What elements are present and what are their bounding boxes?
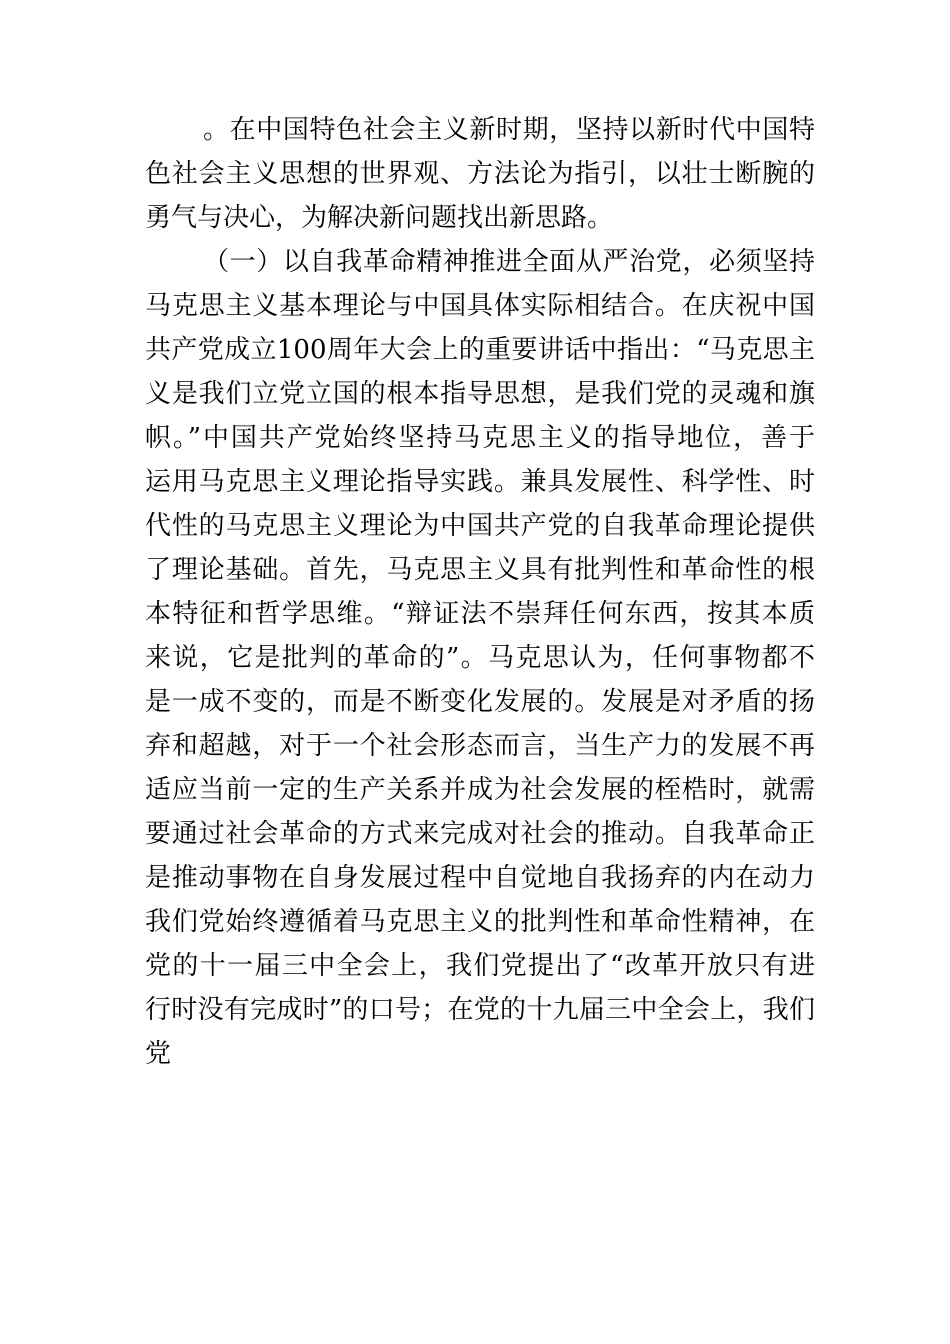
text-line: 本特征和哲学思维。“辩证法不崇拜任何东西，按其本质 bbox=[145, 599, 815, 629]
text-line: （一）以自我革命精神推进全面从严治党，必须坚持 bbox=[203, 247, 815, 277]
text-line: 是推动事物在自身发展过程中自觉地自我扬弃的内在动力 bbox=[145, 863, 815, 893]
text-line: 代性的马克思主义理论为中国共产党的自我革命理论提供 bbox=[145, 511, 815, 541]
paragraph bbox=[145, 240, 815, 1076]
paragraph bbox=[145, 108, 815, 240]
text-line: 要通过社会革命的方式来完成对社会的推动。自我革命正 bbox=[145, 819, 815, 849]
text-line: 。在中国特色社会主义新时期，坚持以新时代中国特 bbox=[203, 115, 815, 145]
text-line: 色社会主义思想的世界观、方法论为指引，以壮士断腕的 bbox=[145, 159, 815, 189]
text-line: 弃和超越，对于一个社会形态而言，当生产力的发展不再 bbox=[145, 731, 815, 761]
text-line: 党的十一届三中全会上，我们党提出了“改革开放只有进 bbox=[145, 951, 815, 981]
text-line: 勇气与决心，为解决新问题找出新思路。 bbox=[145, 203, 614, 233]
text-line: 是一成不变的，而是不断变化发展的。发展是对矛盾的扬 bbox=[145, 687, 815, 717]
text-line: 运用马克思主义理论指导实践。兼具发展性、科学性、时 bbox=[145, 467, 815, 497]
document-body bbox=[145, 108, 815, 1076]
text-line: 我们党始终遵循着马克思主义的批判性和革命性精神，在 bbox=[145, 907, 815, 937]
text-line: 了理论基础。首先，马克思主义具有批判性和革命性的根 bbox=[145, 555, 815, 585]
text-line: 来说，它是批判的革命的”。马克思认为，任何事物都不 bbox=[145, 643, 815, 673]
text-line: 适应当前一定的生产关系并成为社会发展的桎梏时，就需 bbox=[145, 775, 815, 805]
text-line: 党 bbox=[145, 1039, 172, 1069]
text-line: 帜。”中国共产党始终坚持马克思主义的指导地位，善于 bbox=[145, 423, 815, 453]
text-line: 马克思主义基本理论与中国具体实际相结合。在庆祝中国 bbox=[145, 291, 815, 321]
text-line: 义是我们立党立国的根本指导思想，是我们党的灵魂和旗 bbox=[145, 379, 815, 409]
text-line: 行时没有完成时”的口号；在党的十九届三中全会上，我们 bbox=[145, 995, 815, 1025]
text-line: 共产党成立100周年大会上的重要讲话中指出：“马克思主 bbox=[145, 335, 815, 365]
